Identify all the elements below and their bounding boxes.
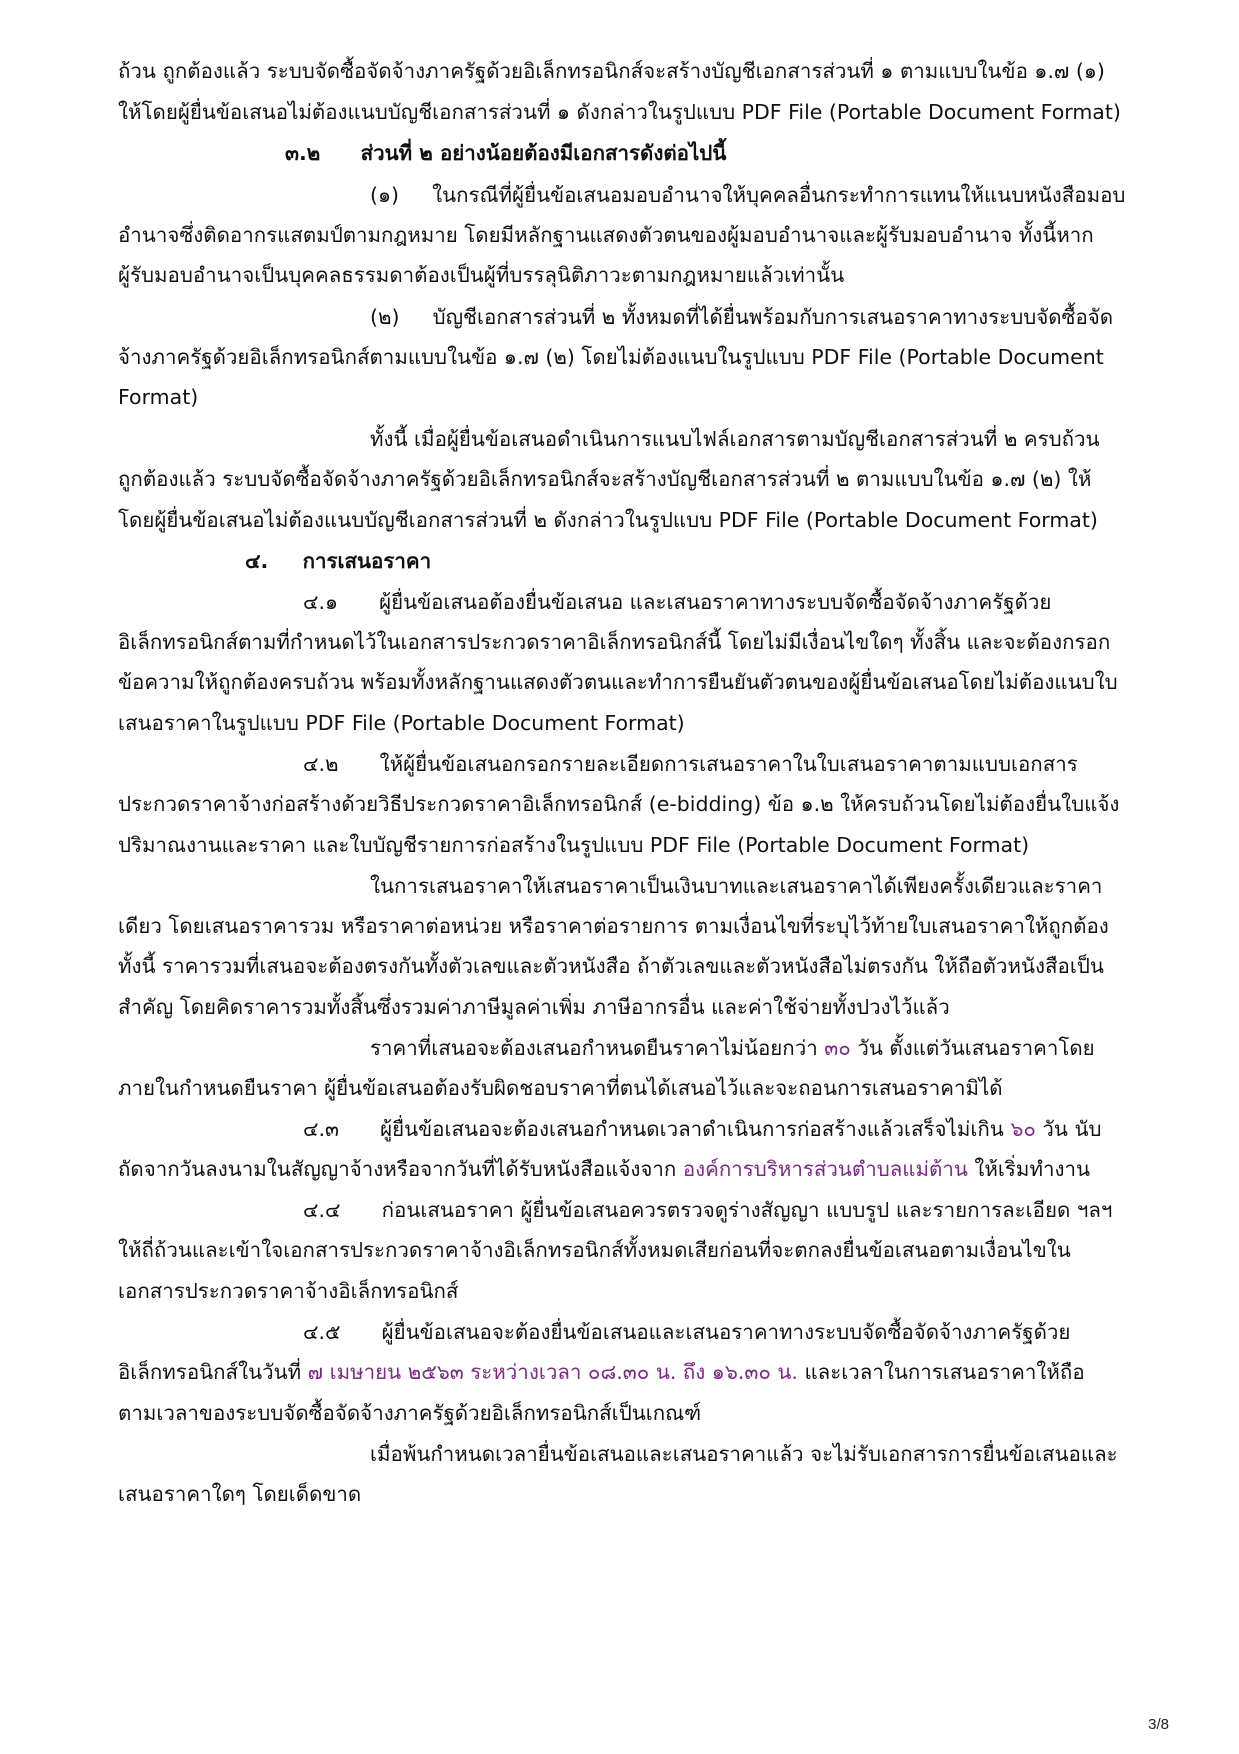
section-number: ๔. [245,549,269,573]
clause-text: ผู้ยื่นข้อเสนอจะต้องยื่นข้อเสนอและเสนอราคาทางระบบจัดซื้อจัดจ้างภาครัฐด้วย [381,1320,1071,1344]
price-validity-days: ๓๐ [824,1036,851,1060]
paragraph-line: ภายในกำหนดยืนราคา ผู้ยื่นข้อเสนอต้องรับผิดชอบราคาที่ตนได้เสนอไว้และจะถอนการเสนอราคามิได้ [118,1076,1003,1100]
clause-number: ๔.๑ [303,590,339,614]
paragraph-line: เสนอราคาใดๆ โดยเด็ดขาด [118,1482,362,1506]
clause-text: ให้ผู้ยื่นข้อเสนอกรอกรายละเอียดการเสนอราคาในใบเสนอราคาตามแบบเอกสาร [379,752,1078,776]
text-segment: ราคาที่เสนอจะต้องเสนอกำหนดยืนราคาไม่น้อยกว่า [370,1036,818,1060]
paragraph-line: ทั้งนี้ ราคารวมที่เสนอจะต้องตรงกันทั้งตัวเลขและตัวหนังสือ ถ้าตัวเลขและตัวหนังสือไม่ตรงกัน ให้ถือตัวหนังสือเป็น [118,954,1104,978]
paragraph-line: สำคัญ โดยคิดราคารวมทั้งสิ้นซึ่งรวมค่าภาษีมูลค่าเพิ่ม ภาษีอากรอื่น และค่าใช้จ่ายทั้งปวงไว้แล้ว [118,995,950,1019]
paragraph-line [370,1033,1095,1063]
paragraph-line: ทั้งนี้ เมื่อผู้ยื่นข้อเสนอดำเนินการแนบไฟล์เอกสารตามบัญชีเอกสารส่วนที่ ๒ ครบถ้วน [370,427,1100,451]
paragraph-line: Format) [118,385,199,409]
text-segment: วัน นับ [1042,1117,1102,1141]
item-line [370,302,1113,332]
paragraph-line: เสนอราคาในรูปแบบ PDF File (Portable Document Format) [118,711,685,735]
paragraph-line: จ้างภาครัฐด้วยอิเล็กทรอนิกส์ตามแบบในข้อ ๑.๗ (๒) โดยไม่ต้องแนบในรูปแบบ PDF File (Portable Document [118,345,1104,369]
paragraph-line [118,1357,1085,1387]
item-line [370,180,1125,210]
paragraph-line: เดียว โดยเสนอราคารวม หรือราคาต่อหน่วย หรือราคาต่อรายการ ตามเงื่อนไขที่ระบุไว้ท้ายใบเสนอราคาให้ถูกต้อง [118,914,1109,938]
clause-number: ๔.๒ [303,752,339,776]
text-segment: ผู้ยื่นข้อเสนอจะต้องเสนอกำหนดเวลาดำเนินการก่อสร้างแล้วเสร็จไม่เกิน [380,1117,1004,1141]
section-title: ส่วนที่ ๒ อย่างน้อยต้องมีเอกสารดังต่อไปนี้ [360,141,727,165]
paragraph-line: ปริมาณงานและราคา และใบบัญชีรายการก่อสร้างในรูปแบบ PDF File (Portable Document Format) [118,833,1030,857]
item-number: (๑) [370,183,400,207]
paragraph-line: ข้อความให้ถูกต้องครบถ้วน พร้อมทั้งหลักฐานแสดงตัวตนและทำการยืนยันตัวตนของผู้ยื่นข้อเสนอโดยไม่ต้องแนบใบ [118,670,1118,694]
item-text: ในกรณีที่ผู้ยื่นข้อเสนอมอบอำนาจให้บุคคลอื่นกระทำการแทนให้แนบหนังสือมอบ [432,183,1126,207]
text-segment: วัน ตั้งแต่วันเสนอราคาโดย [857,1036,1095,1060]
paragraph-line: ถ้วน ถูกต้องแล้ว ระบบจัดซื้อจัดจ้างภาครัฐด้วยอิเล็กทรอนิกส์จะสร้างบัญชีเอกสารส่วนที่ ๑ ตามแบบในข้อ ๑.๗ (๑) [118,59,1105,83]
paragraph-line: ประกวดราคาจ้างก่อสร้างด้วยวิธีประกวดราคาอิเล็กทรอนิกส์ (e-bidding) ข้อ ๑.๒ ให้ครบถ้วนโดยไม่ต้องยื่นใบแจ้ง [118,792,1120,816]
clause-number: ๔.๕ [303,1320,341,1344]
section-title: การเสนอราคา [302,549,432,573]
completion-days: ๖๐ [1010,1117,1036,1141]
text-segment: อิเล็กทรอนิกส์ในวันที่ [118,1360,302,1384]
organization-name: องค์การบริหารส่วนตำบลแม่ต้าน [682,1157,968,1181]
text-segment: ถัดจากวันลงนามในสัญญาจ้างหรือจากวันที่ได้รับหนังสือแจ้งจาก [118,1157,677,1181]
paragraph-line [118,1154,1090,1184]
paragraph-line: ตามเวลาของระบบจัดซื้อจัดจ้างภาครัฐด้วยอิเล็กทรอนิกส์เป็นเกณฑ์ [118,1401,702,1425]
paragraph-line: ผู้รับมอบอำนาจเป็นบุคคลธรรมดาต้องเป็นผู้ที่บรรลุนิติภาวะตามกฎหมายแล้วเท่านั้น [118,263,845,287]
clause-number: ๔.๔ [303,1198,341,1222]
clause-number: ๔.๓ [303,1117,340,1141]
clause-line [303,749,1078,779]
paragraph-line: เมื่อพ้นกำหนดเวลายื่นข้อเสนอและเสนอราคาแล้ว จะไม่รับเอกสารการยื่นข้อเสนอและ [370,1442,1118,1466]
paragraph-line: โดยผู้ยื่นข้อเสนอไม่ต้องแนบบัญชีเอกสารส่วนที่ ๒ ดังกล่าวในรูปแบบ PDF File (Portable Document Format) [118,508,1098,532]
section-heading-4 [245,546,431,576]
paragraph-line: ในการเสนอราคาให้เสนอราคาเป็นเงินบาทและเสนอราคาได้เพียงครั้งเดียวและราคา [370,874,1103,898]
clause-line [303,1114,1102,1144]
clause-text: ผู้ยื่นข้อเสนอต้องยื่นข้อเสนอ และเสนอราคาทางระบบจัดซื้อจัดจ้างภาครัฐด้วย [379,590,1052,614]
section-number: ๓.๒ [285,141,321,165]
text-segment: ให้เริ่มทำงาน [974,1157,1091,1181]
section-heading-3-2 [285,138,726,168]
item-text: บัญชีเอกสารส่วนที่ ๒ ทั้งหมดที่ได้ยื่นพร้อมกับการเสนอราคาทางระบบจัดซื้อจัด [432,305,1114,329]
paragraph-line: เอกสารประกวดราคาจ้างอิเล็กทรอนิกส์ [118,1279,459,1303]
paragraph-line: ให้โดยผู้ยื่นข้อเสนอไม่ต้องแนบบัญชีเอกสารส่วนที่ ๑ ดังกล่าวในรูปแบบ PDF File (Portable Document Format) [118,100,1121,124]
paragraph-line: อำนาจซึ่งติดอากรแสตมป์ตามกฎหมาย โดยมีหลักฐานแสดงตัวตนของผู้มอบอำนาจและผู้รับมอบอำนาจ ทั้งนี้หาก [118,223,1094,247]
submission-date-time: ๗ เมษายน ๒๕๖๓ ระหว่างเวลา ๐๘.๓๐ น. ถึง ๑๖.๓๐ น. [307,1360,798,1384]
clause-line [303,1195,1112,1225]
item-number: (๒) [370,305,400,329]
paragraph-line: ให้ถี่ถ้วนและเข้าใจเอกสารประกวดราคาจ้างอิเล็กทรอนิกส์ทั้งหมดเสียก่อนที่จะตกลงยื่นข้อเสนอตามเงื่อนไขใน [118,1238,1071,1262]
paragraph-line: อิเล็กทรอนิกส์ตามที่กำหนดไว้ในเอกสารประกวดราคาอิเล็กทรอนิกส์นี้ โดยไม่มีเงื่อนไขใดๆ ทั้งสิ้น และจะต้องกรอก [118,630,1111,654]
text-segment: และเวลาในการเสนอราคาให้ถือ [804,1360,1085,1384]
paragraph-line: ถูกต้องแล้ว ระบบจัดซื้อจัดจ้างภาครัฐด้วยอิเล็กทรอนิกส์จะสร้างบัญชีเอกสารส่วนที่ ๒ ตามแบบในข้อ ๑.๗ (๒) ให้ [118,467,1092,491]
clause-line [303,587,1051,617]
clause-text: ก่อนเสนอราคา ผู้ยื่นข้อเสนอควรตรวจดูร่างสัญญา แบบรูป และรายการละเอียด ฯลฯ [381,1198,1113,1222]
page-number: 3/8 [1148,1716,1169,1733]
clause-line [303,1317,1070,1347]
